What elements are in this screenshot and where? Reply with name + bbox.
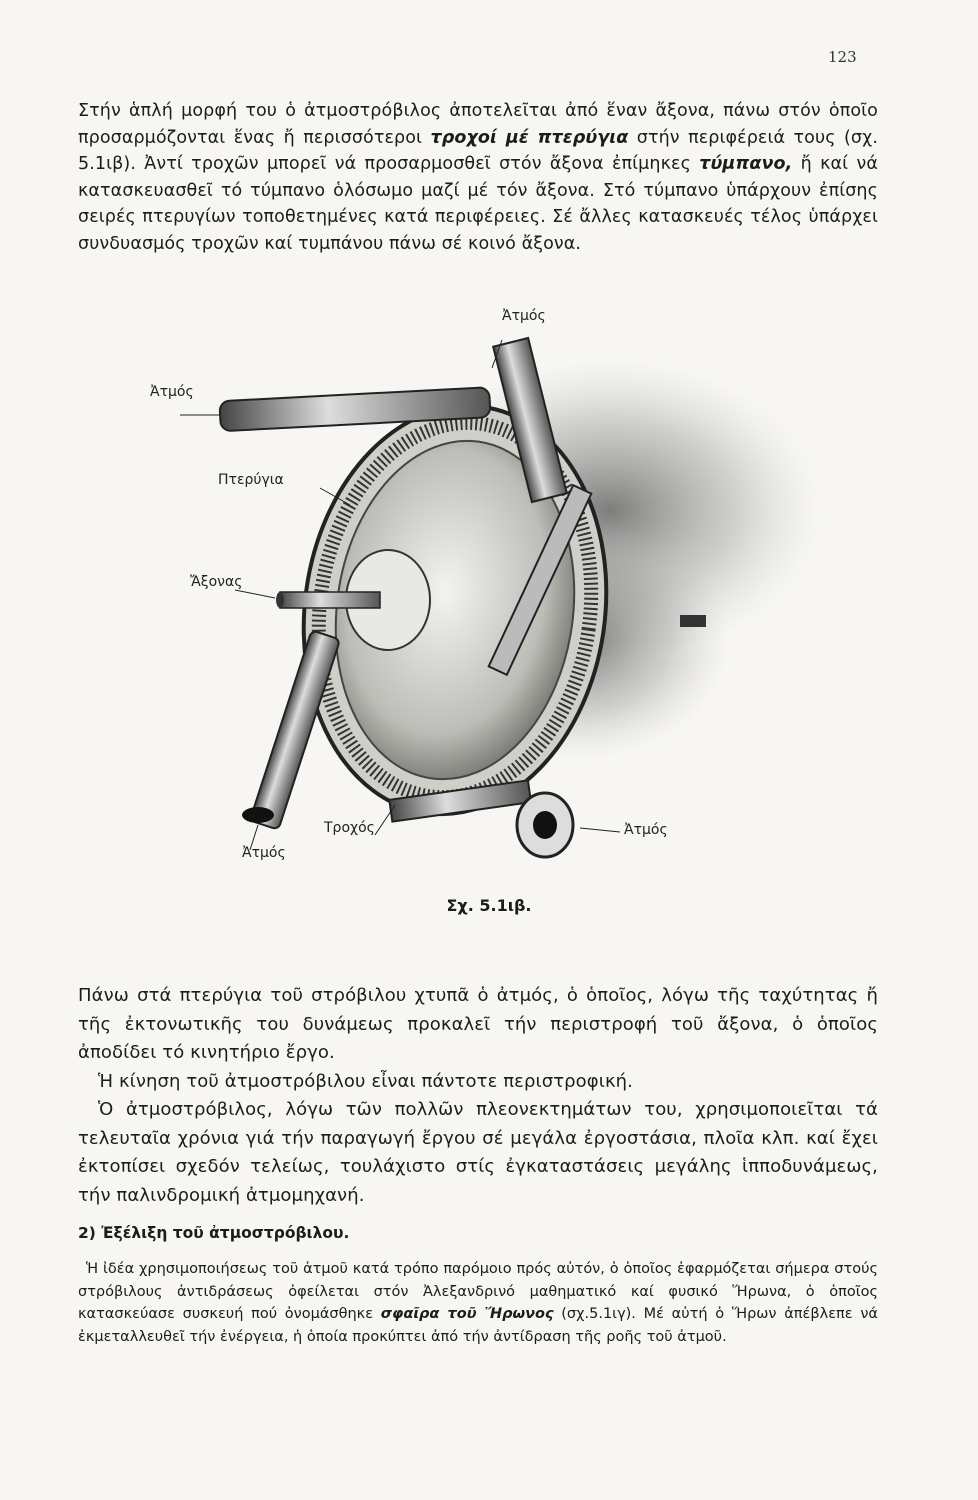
intro-text-before: Στήν ἁπλή μορφή του ὁ ἀτμοστρόβιλος ἀποτελεῖται ἀπό ἕναν ἄξονα, πάνω στόν ὁποῖο προσαρμόζονται ἕνας ἤ περισσότεροι xyxy=(78,101,878,148)
axle-shaft xyxy=(280,592,380,608)
intro-text-after: ἤ καί νά κατασκευασθεῖ τό τύμπανο ὁλόσωμο μαζί μέ τόν ἄξονα. Στό τύμπανο ὑπάρχουν ἐπίσης σειρές πτερυγίων τοποθετημένες κατά περιφέρειες. Σέ ἄλλες κατασκευές τέλος ὑπάρχει συνδυασμός τροχῶν καί τυμπάνου πάνω σέ κοινό ἄξονα. xyxy=(78,154,878,254)
label-steam-left: Ἀτμός xyxy=(150,384,194,400)
intro-emphasis-drum: τύμπανο, xyxy=(699,154,793,174)
paragraph-steam-impact: Πάνω στά πτερύγια τοῦ στρόβιλου χτυπᾶ ὁ ἀτμός, ὁ ὁποῖος, λόγω τῆς ταχύτητας ἤ τῆς ἐκτονωτικῆς του δυνάμεως προκαλεῖ τήν περιστροφή τοῦ ἄξονα, ὁ ὁποῖος ἀποδίδει τό κινητήριο ἔργο. xyxy=(78,985,878,1063)
intro-paragraph xyxy=(78,98,878,257)
section-heading: 2) Ἐξέλιξη τοῦ ἀτμοστρόβιλου. xyxy=(78,1224,350,1242)
turbine-illustration xyxy=(140,300,840,890)
body-paragraphs xyxy=(78,982,878,1210)
history-paragraph xyxy=(78,1258,878,1348)
turbine-figure xyxy=(140,300,840,890)
label-wheel: Τροχός xyxy=(324,820,375,836)
label-blades: Πτερύγια xyxy=(218,472,284,488)
paragraph-usage: Ὁ ἀτμοστρόβιλος, λόγω τῶν πολλῶν πλεονεκτημάτων του, χρησιμοποιεῖται τά τελευταῖα χρόνια γιά τήν παραγωγή ἔργου σέ μεγάλα ἐργοστάσια, πλοῖα κλπ. καί ἔχει ἐκτοπίσει σχεδόν τελείως, τουλάχιστο στίς ἐγκαταστάσεις μεγάλης ἱπποδυνάμεως, τήν παλινδρομική ἀτμομηχανή. xyxy=(78,1099,878,1206)
history-text-before: Ἡ ἰδέα χρησιμοποιήσεως τοῦ ἀτμοῦ κατά τρόπο παρόμοιο πρός αὐτόν, ὁ ὁποῖος ἐφαρμόζεται σήμερα στούς στρόβιλους ἀντιδράσεως ὀφείλεται στόν Ἀλεξανδρινό μαθηματικό καί φυσικό Ἥρωνα, ὁ ὁποῖος κατασκεύασε συσκευή πού ὀνομάσθηκε xyxy=(78,1261,878,1322)
paragraph-rotation: Ἡ κίνηση τοῦ ἀτμοστρόβιλου εἶναι πάντοτε περιστροφική. xyxy=(98,1070,633,1092)
label-axle: Ἄξονας xyxy=(190,574,243,590)
intro-emphasis-wheels: τροχοί μέ πτερύγια xyxy=(430,127,629,148)
label-steam-bottom-left: Ἀτμός xyxy=(242,845,286,861)
page-number: 123 xyxy=(828,48,857,66)
figure-caption: Σχ. 5.1ιβ. xyxy=(446,896,532,915)
history-emphasis: σφαῖρα τοῦ Ἥρωνος xyxy=(380,1306,554,1322)
label-steam-bottom-right: Ἀτμός xyxy=(624,822,668,838)
intro-text-middle: στήν περιφέρειά τους (σχ. 5.1ιβ). Ἀντί τροχῶν μπορεῖ νά προσαρμοσθεῖ στόν ἄξονα ἐπίμηκες xyxy=(78,127,878,174)
label-steam-top: Ἀτμός xyxy=(502,308,546,324)
axle-stub-right xyxy=(680,615,706,627)
history-text-after: (σχ.5.1ιγ). Μέ αὐτή ὁ Ἥρων ἀπέβλεπε νά ἐκμεταλλευθεῖ τήν ἐνέργεια, ἡ ὁποία προκύπτει ἀπό τήν ἀντίδραση τῆς ροῆς τοῦ ἀτμοῦ. xyxy=(78,1306,878,1345)
